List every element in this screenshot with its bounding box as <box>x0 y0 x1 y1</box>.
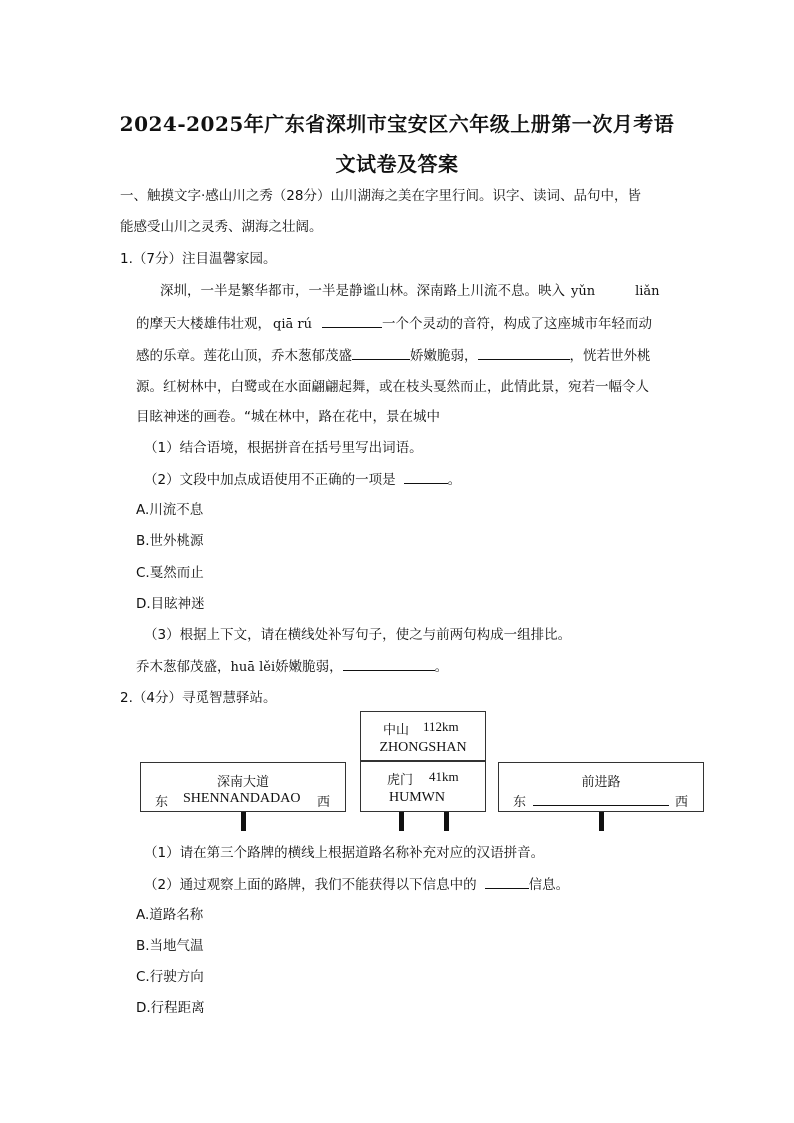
q1-sub3: （3）根据上下文，请在横线处补写句子，使之与前两句构成一组排比。 <box>144 627 572 643</box>
sign-left-pinyin: SHENNANDADAO <box>183 791 301 806</box>
q2-option-c: C.行驶方向 <box>136 969 204 985</box>
sign-mid-name: 虎门 <box>387 773 414 788</box>
q2-sub2-text: （2）通过观察上面的路牌，我们不能获得以下信息中的 <box>144 877 477 893</box>
title-line-1: 2024-2025年广东省深圳市宝安区六年级上册第一次月考语 <box>119 112 675 136</box>
q1-sub2-text: （2）文段中加点成语使用不正确的一项是 <box>144 472 396 488</box>
q1-passage-line4: 源。红树林中，白鹭或在水面翩翩起舞，或在枝头戛然而止，此情此景，宛若一幅令人 <box>136 379 649 395</box>
q2-option-b: B.当地气温 <box>136 938 204 954</box>
q2-option-d: D.行程距离 <box>136 1000 205 1016</box>
q1-label: 1.（7分）注目温馨家园。 <box>120 251 277 267</box>
sign-left-post <box>241 812 246 831</box>
section1-heading-line2: 能感受山川之灵秀、湖海之壮阔。 <box>120 219 323 235</box>
sign-mid <box>360 761 486 812</box>
q1-option-c: C.戛然而止 <box>136 565 204 581</box>
q1-sub1: （1）结合语境，根据拼音在括号里写出词语。 <box>144 440 423 456</box>
q2-label: 2.（4分）寻觅智慧驿站。 <box>120 690 277 706</box>
q1-passage-line5: 目眩神迷的画卷。“城在林中，路在花中，景在城中 <box>136 409 440 425</box>
q1-sub3-end: 。 <box>434 659 449 675</box>
q1-passage-line2-b: 一个个灵动的音符，构成了这座城市年轻而动 <box>381 316 652 332</box>
q1-passage-line2 <box>136 313 652 335</box>
q1-passage-line3-c: ，恍若世外桃 <box>569 348 651 364</box>
q2-sub2 <box>144 874 569 895</box>
q1-passage-line3-b: 娇嫩脆弱， <box>410 348 478 364</box>
q2-sub1: （1）请在第三个路牌的横线上根据道路名称补充对应的汉语拼音。 <box>144 845 545 861</box>
sign-top-distance: 112km <box>423 719 459 734</box>
sign-mid-distance: 41km <box>429 769 459 784</box>
sign-mid-post-right <box>444 812 449 831</box>
q2-sub2-blank[interactable] <box>485 874 529 889</box>
q1-pinyin-2: liǎn <box>635 284 660 299</box>
section1-heading-line1: 一、触摸文字·感山川之秀（28分）山川湖海之美在字里行间。识字、读词、品句中，皆 <box>120 188 641 204</box>
q1-passage-line1 <box>160 281 660 302</box>
q1-blank-3[interactable] <box>478 345 570 360</box>
q2-option-a: A.道路名称 <box>136 907 204 923</box>
q1-passage-line3-a: 感的乐章。莲花山顶，乔木葱郁茂盛 <box>136 348 352 364</box>
sign-left-east: 东 <box>155 795 169 810</box>
q1-passage-line1-text: 深圳，一半是繁华都市，一半是静谧山林。深南路上川流不息。映入 <box>160 283 565 299</box>
sign-top <box>360 711 486 761</box>
q1-option-d: D.目眩神迷 <box>136 596 205 612</box>
sign-right-east: 东 <box>513 795 527 810</box>
q1-sub2-blank[interactable] <box>404 469 448 484</box>
sign-top-pinyin: ZHONGSHAN <box>379 740 467 755</box>
q1-passage-line3 <box>136 345 651 366</box>
sign-right-west: 西 <box>675 795 689 810</box>
q1-sub2-end: 。 <box>447 472 462 488</box>
q2-sub2-end: 信息。 <box>528 877 570 893</box>
sign-mid-pinyin: HUMWN <box>389 790 445 805</box>
q1-sub3-line-a: 乔木葱郁茂盛， <box>136 659 231 675</box>
sign-left-name: 深南大道 <box>216 775 269 790</box>
sign-top-name: 中山 <box>383 723 410 738</box>
q1-sub3-line-b: 娇嫩脆弱， <box>275 659 343 675</box>
q1-sub3-pinyin: huā lěi <box>230 660 276 675</box>
q1-pinyin-3: qiā rú <box>273 317 312 332</box>
q1-option-a: A.川流不息 <box>136 502 204 518</box>
sign-right-post <box>599 812 604 831</box>
sign-right-name: 前进路 <box>581 775 621 790</box>
q1-option-b: B.世外桃源 <box>136 533 204 549</box>
q1-pinyin-1: yǔn <box>571 284 596 299</box>
q1-blank-1[interactable] <box>322 313 382 328</box>
sign-mid-post-left <box>399 812 404 831</box>
q1-blank-2[interactable] <box>352 345 410 360</box>
q1-passage-line2-a: 的摩天大楼雄伟壮观， <box>136 316 271 332</box>
title-line-2: 文试卷及答案 <box>335 152 459 176</box>
sign-right-pinyin-blank[interactable] <box>533 805 669 806</box>
sign-left <box>140 762 346 812</box>
q1-sub2 <box>144 469 461 490</box>
sign-left-west: 西 <box>317 795 331 810</box>
q1-sub3-line <box>136 656 448 678</box>
q1-sub3-blank[interactable] <box>343 656 435 671</box>
sign-right <box>498 762 704 812</box>
